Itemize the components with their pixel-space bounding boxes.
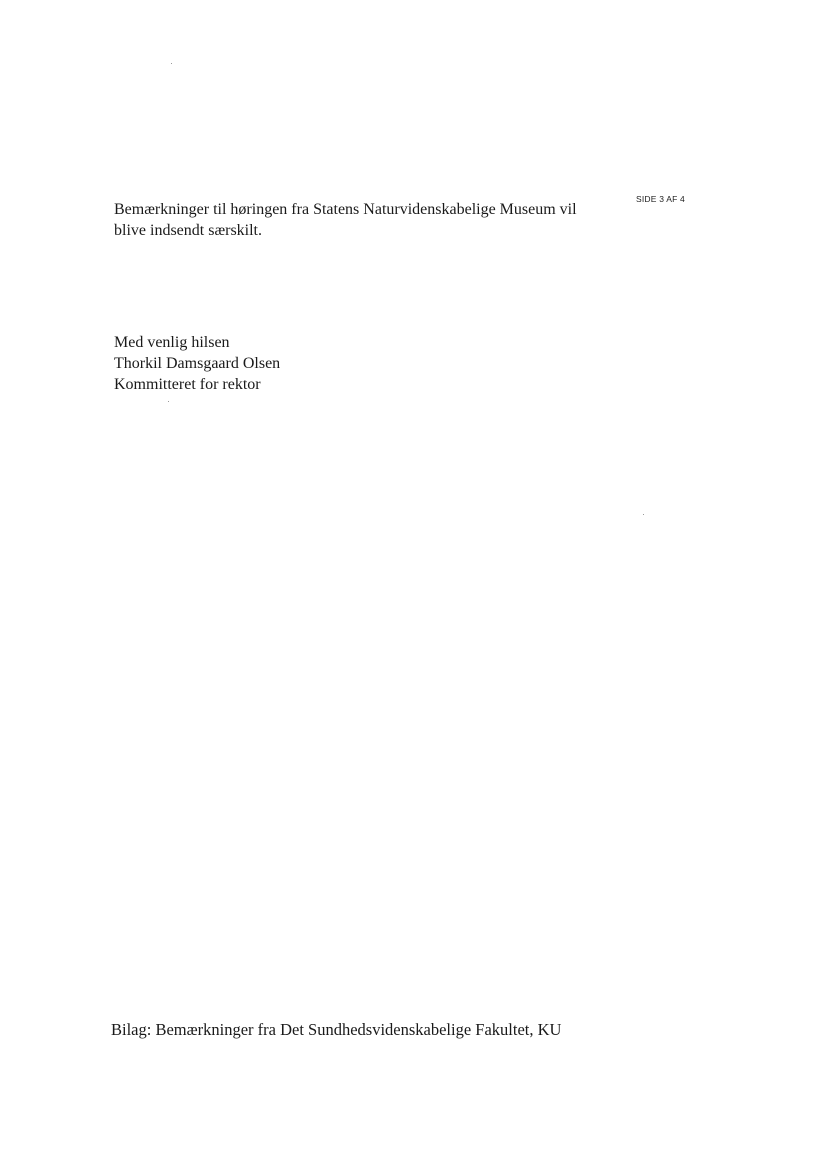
closing-greeting: Med venlig hilsen	[114, 334, 230, 351]
paragraph-line: Bemærkninger til høringen fra Statens Naturvidenskabelige Museum vil	[114, 201, 577, 218]
scan-speck	[168, 401, 169, 402]
scan-speck	[171, 63, 172, 64]
scan-speck	[643, 514, 644, 515]
attachment-note: Bilag: Bemærkninger fra Det Sundhedsvidenskabelige Fakultet, KU	[111, 1020, 562, 1039]
signatory-title: Kommitteret for rektor	[114, 376, 261, 393]
page-number-marker: SIDE 3 AF 4	[636, 194, 685, 204]
signatory-name: Thorkil Damsgaard Olsen	[114, 355, 281, 372]
paragraph-line: blive indsendt særskilt.	[114, 222, 262, 239]
signature-block	[114, 332, 280, 395]
body-paragraph	[114, 199, 594, 241]
